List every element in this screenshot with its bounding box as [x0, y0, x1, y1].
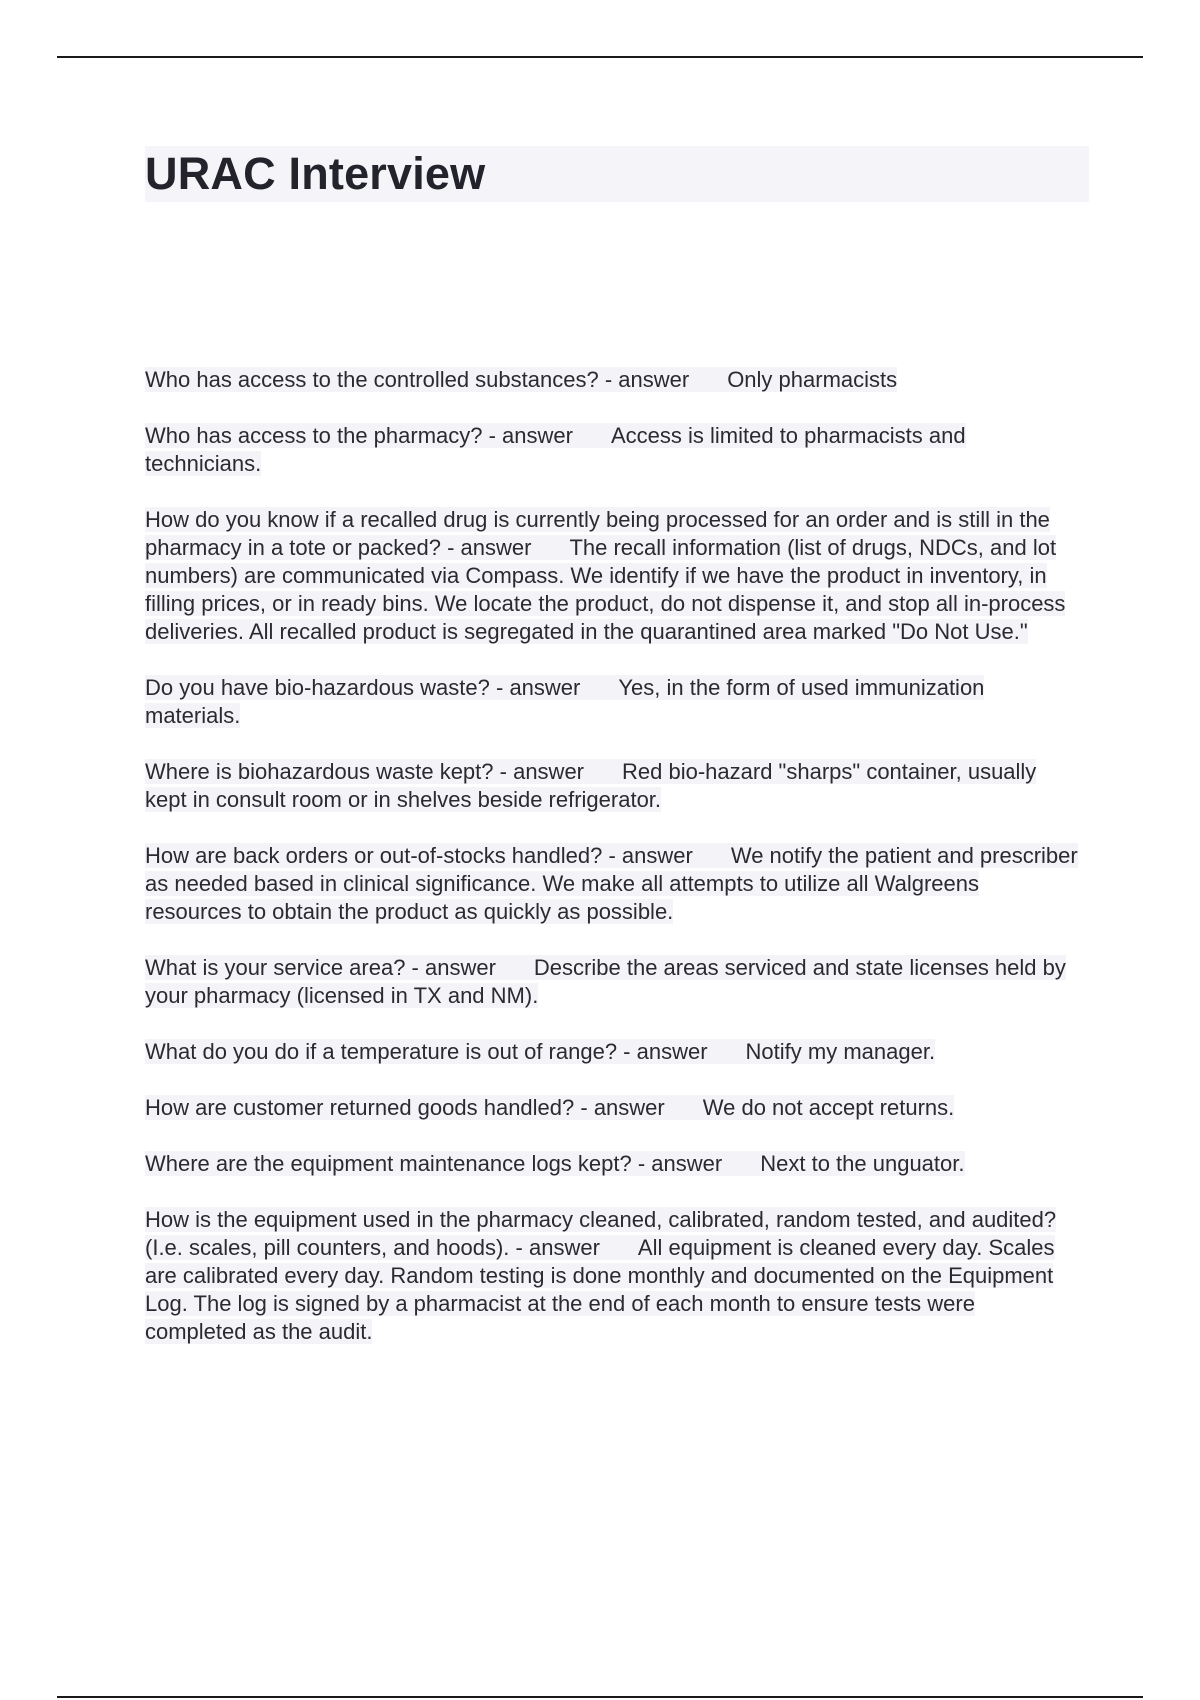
qa-question: Where is biohazardous waste kept?	[145, 759, 494, 784]
qa-question: Where are the equipment maintenance logs kept?	[145, 1151, 632, 1176]
qa-answer: Notify my manager.	[745, 1039, 936, 1064]
qa-separator: - answer	[405, 955, 496, 980]
qa-answer: Next to the unguator.	[760, 1151, 965, 1176]
qa-answer: All equipment is cleaned every day. Scales are calibrated every day. Random testing is done monthly and documented on the Equipment Log. The log is signed by a pharmacist at the end of each month to ensure tests were completed as the audit.	[145, 1235, 1055, 1344]
qa-separator: - answer	[493, 759, 585, 784]
qa-item	[145, 422, 1080, 478]
qa-item	[145, 842, 1080, 926]
qa-item	[145, 1038, 1080, 1066]
qa-separator: - answer	[617, 1039, 708, 1064]
qa-separator: - answer	[489, 675, 581, 700]
qa-separator: - answer	[574, 1095, 665, 1120]
qa-separator: - answer	[598, 367, 690, 392]
qa-question: How is the equipment used in the pharmacy cleaned, calibrated, random tested, and audited? (I.e. scales, pill counters, and hoods).	[145, 1207, 1057, 1260]
qa-separator: - answer	[509, 1235, 600, 1260]
qa-list	[145, 366, 1080, 1374]
qa-item	[145, 954, 1080, 1010]
qa-item	[145, 506, 1080, 646]
qa-answer: The recall information (list of drugs, NDCs, and lot numbers) are communicated via Compass. We identify if we have the product in inventory, in filling prices, or in ready bins. We locate the product, do not dispense it, and stop all in-process deliveries. All recalled product is segregated in the quarantined area marked "Do Not Use."	[145, 535, 1066, 644]
qa-item	[145, 1206, 1080, 1346]
qa-question: How are back orders or out-of-stocks handled?	[145, 843, 603, 868]
qa-question: Do you have bio-hazardous waste?	[145, 675, 490, 700]
qa-answer: We do not accept returns.	[702, 1095, 955, 1120]
footer-rule	[57, 1696, 1143, 1698]
qa-separator: - answer	[482, 423, 573, 448]
page-title: URAC Interview	[145, 148, 486, 199]
qa-question: How are customer returned goods handled?	[145, 1095, 575, 1120]
qa-question: What is your service area?	[145, 955, 406, 980]
qa-item	[145, 1094, 1080, 1122]
qa-separator: - answer	[440, 535, 532, 560]
header-rule	[57, 56, 1143, 58]
qa-item	[145, 366, 1080, 394]
qa-item	[145, 758, 1080, 814]
qa-answer: Red bio-hazard "sharps" container, usually kept in consult room or in shelves beside refrigerator.	[145, 759, 1037, 812]
qa-answer: Describe the areas serviced and state licenses held by your pharmacy (licensed in TX and NM).	[145, 955, 1066, 1008]
qa-separator: - answer	[631, 1151, 723, 1176]
qa-answer: Access is limited to pharmacists and technicians.	[145, 423, 966, 476]
qa-question: What do you do if a temperature is out of range?	[145, 1039, 618, 1064]
qa-answer: Yes, in the form of used immunization materials.	[145, 675, 985, 728]
qa-item	[145, 1150, 1080, 1178]
qa-item	[145, 674, 1080, 730]
qa-question: Who has access to the pharmacy?	[145, 423, 483, 448]
qa-answer: We notify the patient and prescriber as needed based in clinical significance. We make all attempts to utilize all Walgreens resources to obtain the product as quickly as possible.	[145, 843, 1078, 924]
qa-question: Who has access to the controlled substances?	[145, 367, 599, 392]
qa-question: How do you know if a recalled drug is currently being processed for an order and is still in the pharmacy in a tote or packed?	[145, 507, 1050, 560]
qa-separator: - answer	[602, 843, 693, 868]
qa-answer: Only pharmacists	[727, 367, 898, 392]
